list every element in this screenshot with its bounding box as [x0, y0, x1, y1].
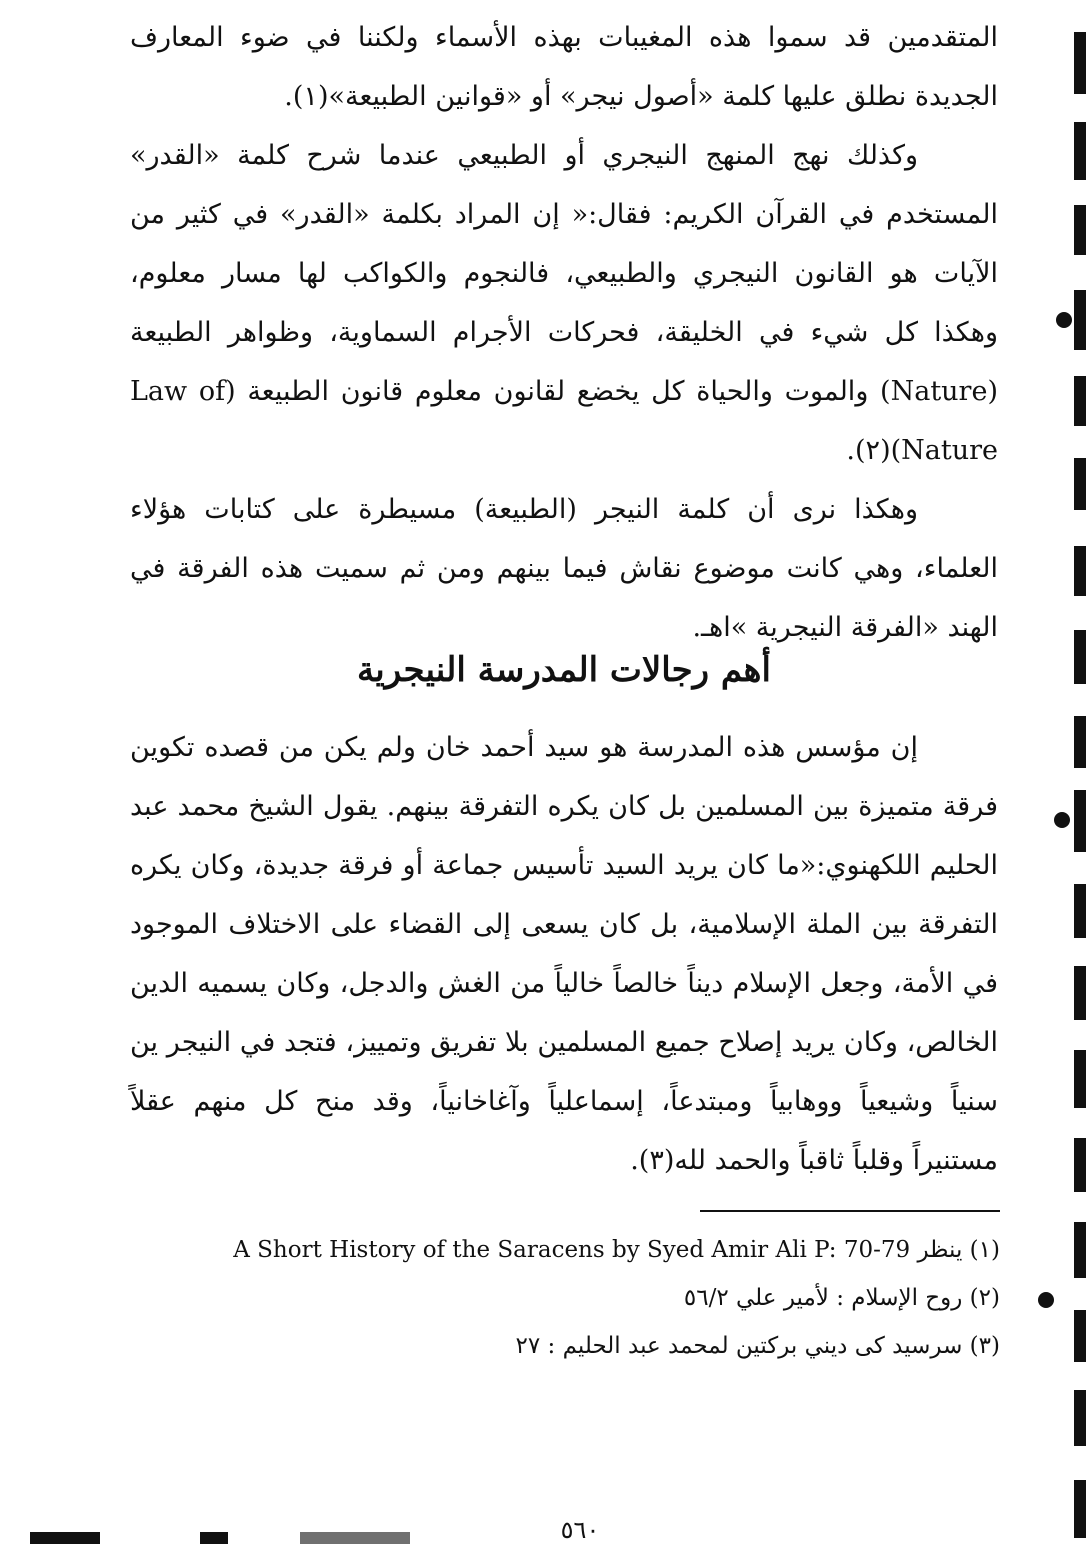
paragraph: إن مؤسس هذه المدرسة هو سيد أحمد خان ولم يكن من قصده تكوين فرقة متميزة بين المسلمين بل كان يكره التفرقة بينهم. يقول الشيخ محمد عبد الحليم اللكهنوي:«ما كان يريد السيد تأسيس جماعة أو فرقة جديدة، وكان يكره التفرقة بين الملة الإسلامية، بل كان يسعى إلى القضاء على الاختلاف الموجود في الأمة، وجعل الإسلام ديناً خالصاً خالياً من الغش والدجل، وكان يسميه الدين الخالص، وكان يريد إصلاح جميع المسلمين بلا تفريق وتمييز، فتجد في النيجر ين سنياً وشيعياً ووهابياً ومبتدعاً، إسماعلياً وآغاخانياً، وقد منح كل منهم عقلاً مستنيراً وقلباً ثاقباً والحمد لله(٣).	[130, 732, 998, 1176]
body-section-1	[130, 8, 998, 657]
scan-edge-mark	[1074, 1310, 1086, 1362]
scan-edge-mark	[1074, 122, 1086, 180]
scan-edge-mark	[1074, 546, 1086, 596]
scan-edge-mark	[1074, 884, 1086, 938]
scan-hole-dot	[1038, 1292, 1054, 1308]
scan-edge-mark	[1074, 1390, 1086, 1446]
scan-hole-dot	[1054, 812, 1070, 828]
scan-edge-mark	[1074, 1138, 1086, 1192]
footnote: (٣) سرسيد كى ديني بركتين لمحمد عبد الحليم : ٢٧	[515, 1333, 1000, 1359]
scan-edge-mark	[1074, 376, 1086, 426]
scan-bottom-mark	[30, 1532, 100, 1544]
scan-edge-mark	[1074, 716, 1086, 768]
scan-hole-dot	[1056, 312, 1072, 328]
scan-edge-mark	[1074, 32, 1086, 94]
footnotes	[233, 1226, 1000, 1370]
scan-edge-mark	[1074, 790, 1086, 852]
scan-edge-mark	[1074, 630, 1086, 684]
scan-edge-mark	[1074, 205, 1086, 255]
paragraph-continuation: المتقدمين قد سموا هذه المغيبات بهذه الأسماء ولكننا في ضوء المعارف الجديدة نطلق عليها كلمة «أصول نيجر» أو «قوانين الطبيعة»(١).	[130, 22, 998, 112]
scan-edge-mark	[1074, 1050, 1086, 1108]
scan-edge-mark	[1074, 458, 1086, 510]
scan-edge-mark	[1074, 290, 1086, 350]
footnote: (٢) روح الإسلام : لأمير علي ٥٦/٢	[683, 1285, 1000, 1311]
footnote: (١) ينظر A Short History of the Saracens by Syed Amir Ali P: 70-79	[233, 1237, 1000, 1263]
scan-edge-mark	[1074, 966, 1086, 1020]
paragraph: وكذلك نهج المنهج النيجري أو الطبيعي عندما شرح كلمة «القدر» المستخدم في القرآن الكريم: فقال:« إن المراد بكلمة «القدر» في كثير من الآيات هو القانون النيجري والطبيعي، فالنجوم والكواكب لها مسار معلوم، وهكذا كل شيء في الخليقة، فحركات الأجرام السماوية، وظواهر الطبيعة (Nature) والموت والحياة كل يخضع لقانون معلوم قانون الطبيعة (Law of Nature)(٢).	[130, 140, 998, 466]
paragraph: وهكذا نرى أن كلمة النيجر (الطبيعة) مسيطرة على كتابات هؤلاء العلماء، وهي كانت موضوع نقاش فيما بينهم ومن ثم سميت هذه الفرقة في الهند «الفرقة النيجرية »اهـ.	[130, 494, 998, 643]
section-heading: أهم رجالات المدرسة النيجرية	[357, 650, 771, 690]
scan-edge-mark	[1074, 1222, 1086, 1278]
body-section-2	[130, 718, 998, 1190]
footnote-separator	[700, 1210, 1000, 1212]
scan-bottom-mark	[300, 1532, 410, 1544]
scan-edge-mark	[1074, 1480, 1086, 1538]
scan-bottom-mark	[200, 1532, 228, 1544]
page-number: ٥٦٠	[560, 1516, 600, 1544]
